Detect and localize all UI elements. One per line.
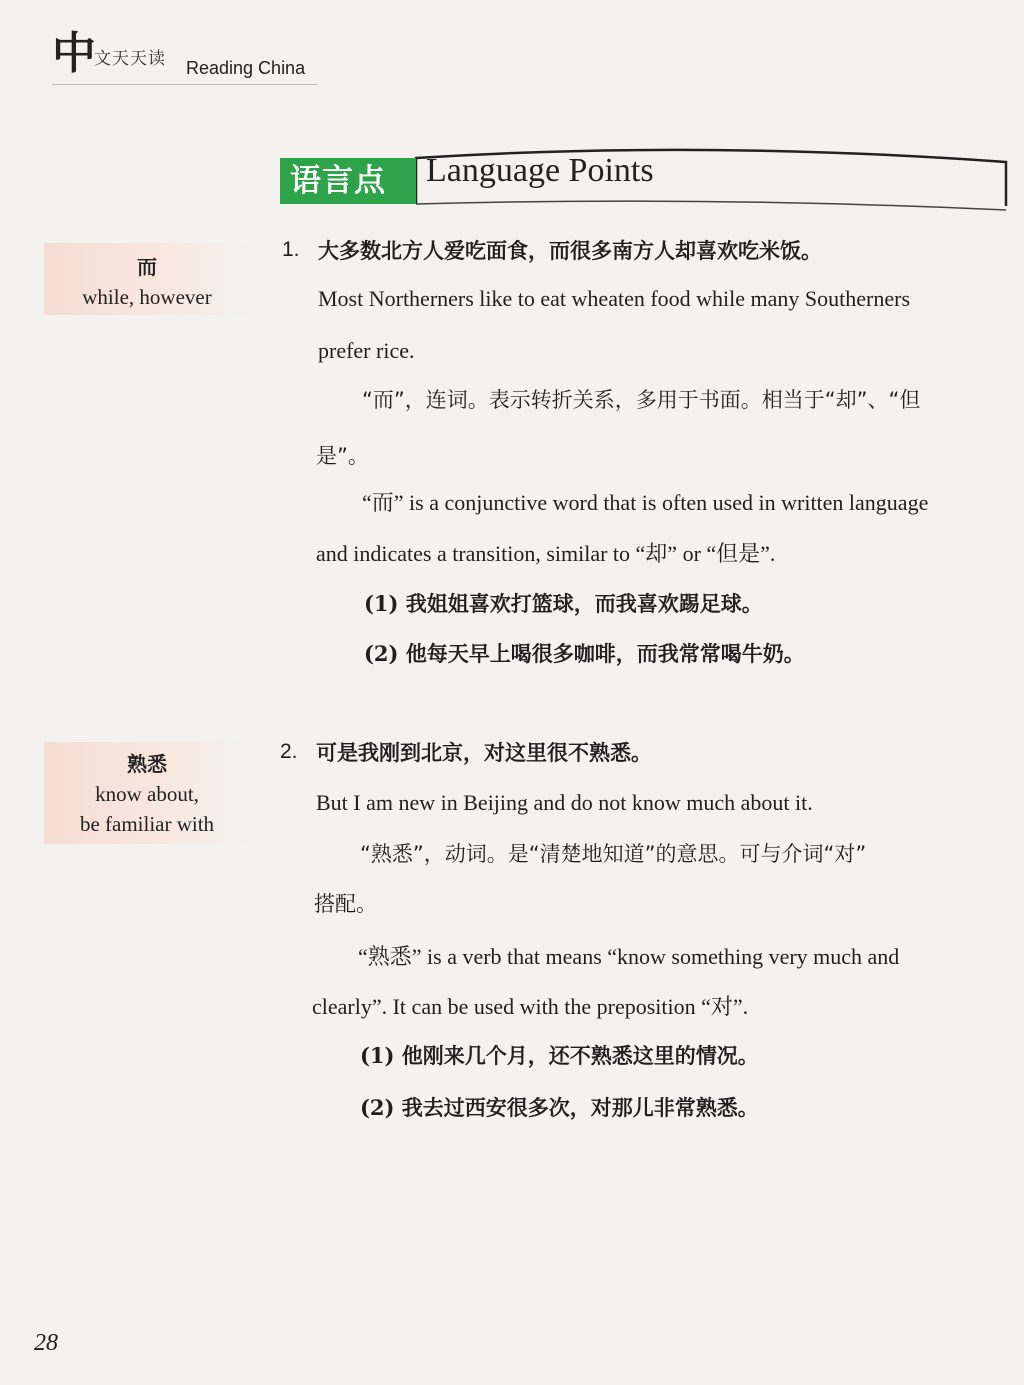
page-number: 28: [34, 1330, 58, 1356]
point-explain-zh: 是”。: [316, 444, 369, 468]
side-note-gloss: while, however: [82, 285, 212, 309]
series-title-zh: 文天天读: [94, 49, 166, 69]
point-explain-en: “而” is a conjunctive word that is often used in written language: [362, 490, 929, 515]
point-explain-zh: 搭配。: [314, 892, 377, 916]
example-sentence: (1) 他刚来几个月，还不熟悉这里的情况。: [360, 1043, 759, 1068]
point-explain-en: clearly”. It can be used with the preposition “对”.: [312, 994, 749, 1019]
side-note-gloss: be familiar with: [79, 812, 215, 837]
point-explain-en: “熟悉” is a verb that means “know something very much and: [358, 944, 900, 969]
series-logo-char: 中: [52, 28, 96, 79]
point-sentence-en: prefer rice.: [318, 338, 415, 363]
banner-title-en: Language Points: [426, 152, 654, 189]
banner-title-zh: 语言点: [280, 158, 416, 204]
header-divider: [52, 84, 318, 85]
point-explain-zh: “熟悉”，动词。是“清楚地知道”的意思。可与介词“对”: [360, 842, 867, 866]
side-note-term: 熟悉: [127, 752, 167, 776]
point-sentence-zh: 大多数北方人爱吃面食，而很多南方人却喜欢吃米饭。: [318, 239, 822, 263]
example-sentence: (2) 他每天早上喝很多咖啡，而我常常喝牛奶。: [364, 641, 805, 666]
point-explain-zh: “而”，连词。表示转折关系，多用于书面。相当于“却”、“但: [362, 388, 921, 412]
point-sentence-zh: 可是我刚到北京，对这里很不熟悉。: [316, 741, 652, 765]
point-sentence-en: Most Northerners like to eat wheaten food while many Southerners: [318, 286, 911, 311]
side-note-term: 而: [137, 255, 157, 279]
series-title-en: Reading China: [186, 58, 306, 78]
side-note-1: [44, 243, 250, 315]
example-sentence: (2) 我去过西安很多次，对那儿非常熟悉。: [360, 1095, 759, 1120]
side-note-gloss: know about,: [95, 782, 199, 806]
side-note-2: [44, 742, 250, 844]
point-number: 2.: [280, 740, 298, 763]
point-explain-en: and indicates a transition, similar to “却” or “但是”.: [316, 541, 776, 566]
point-number: 1.: [282, 238, 300, 261]
point-sentence-en: But I am new in Beijing and do not know much about it.: [316, 790, 813, 815]
example-sentence: (1) 我姐姐喜欢打篮球，而我喜欢踢足球。: [364, 591, 763, 616]
